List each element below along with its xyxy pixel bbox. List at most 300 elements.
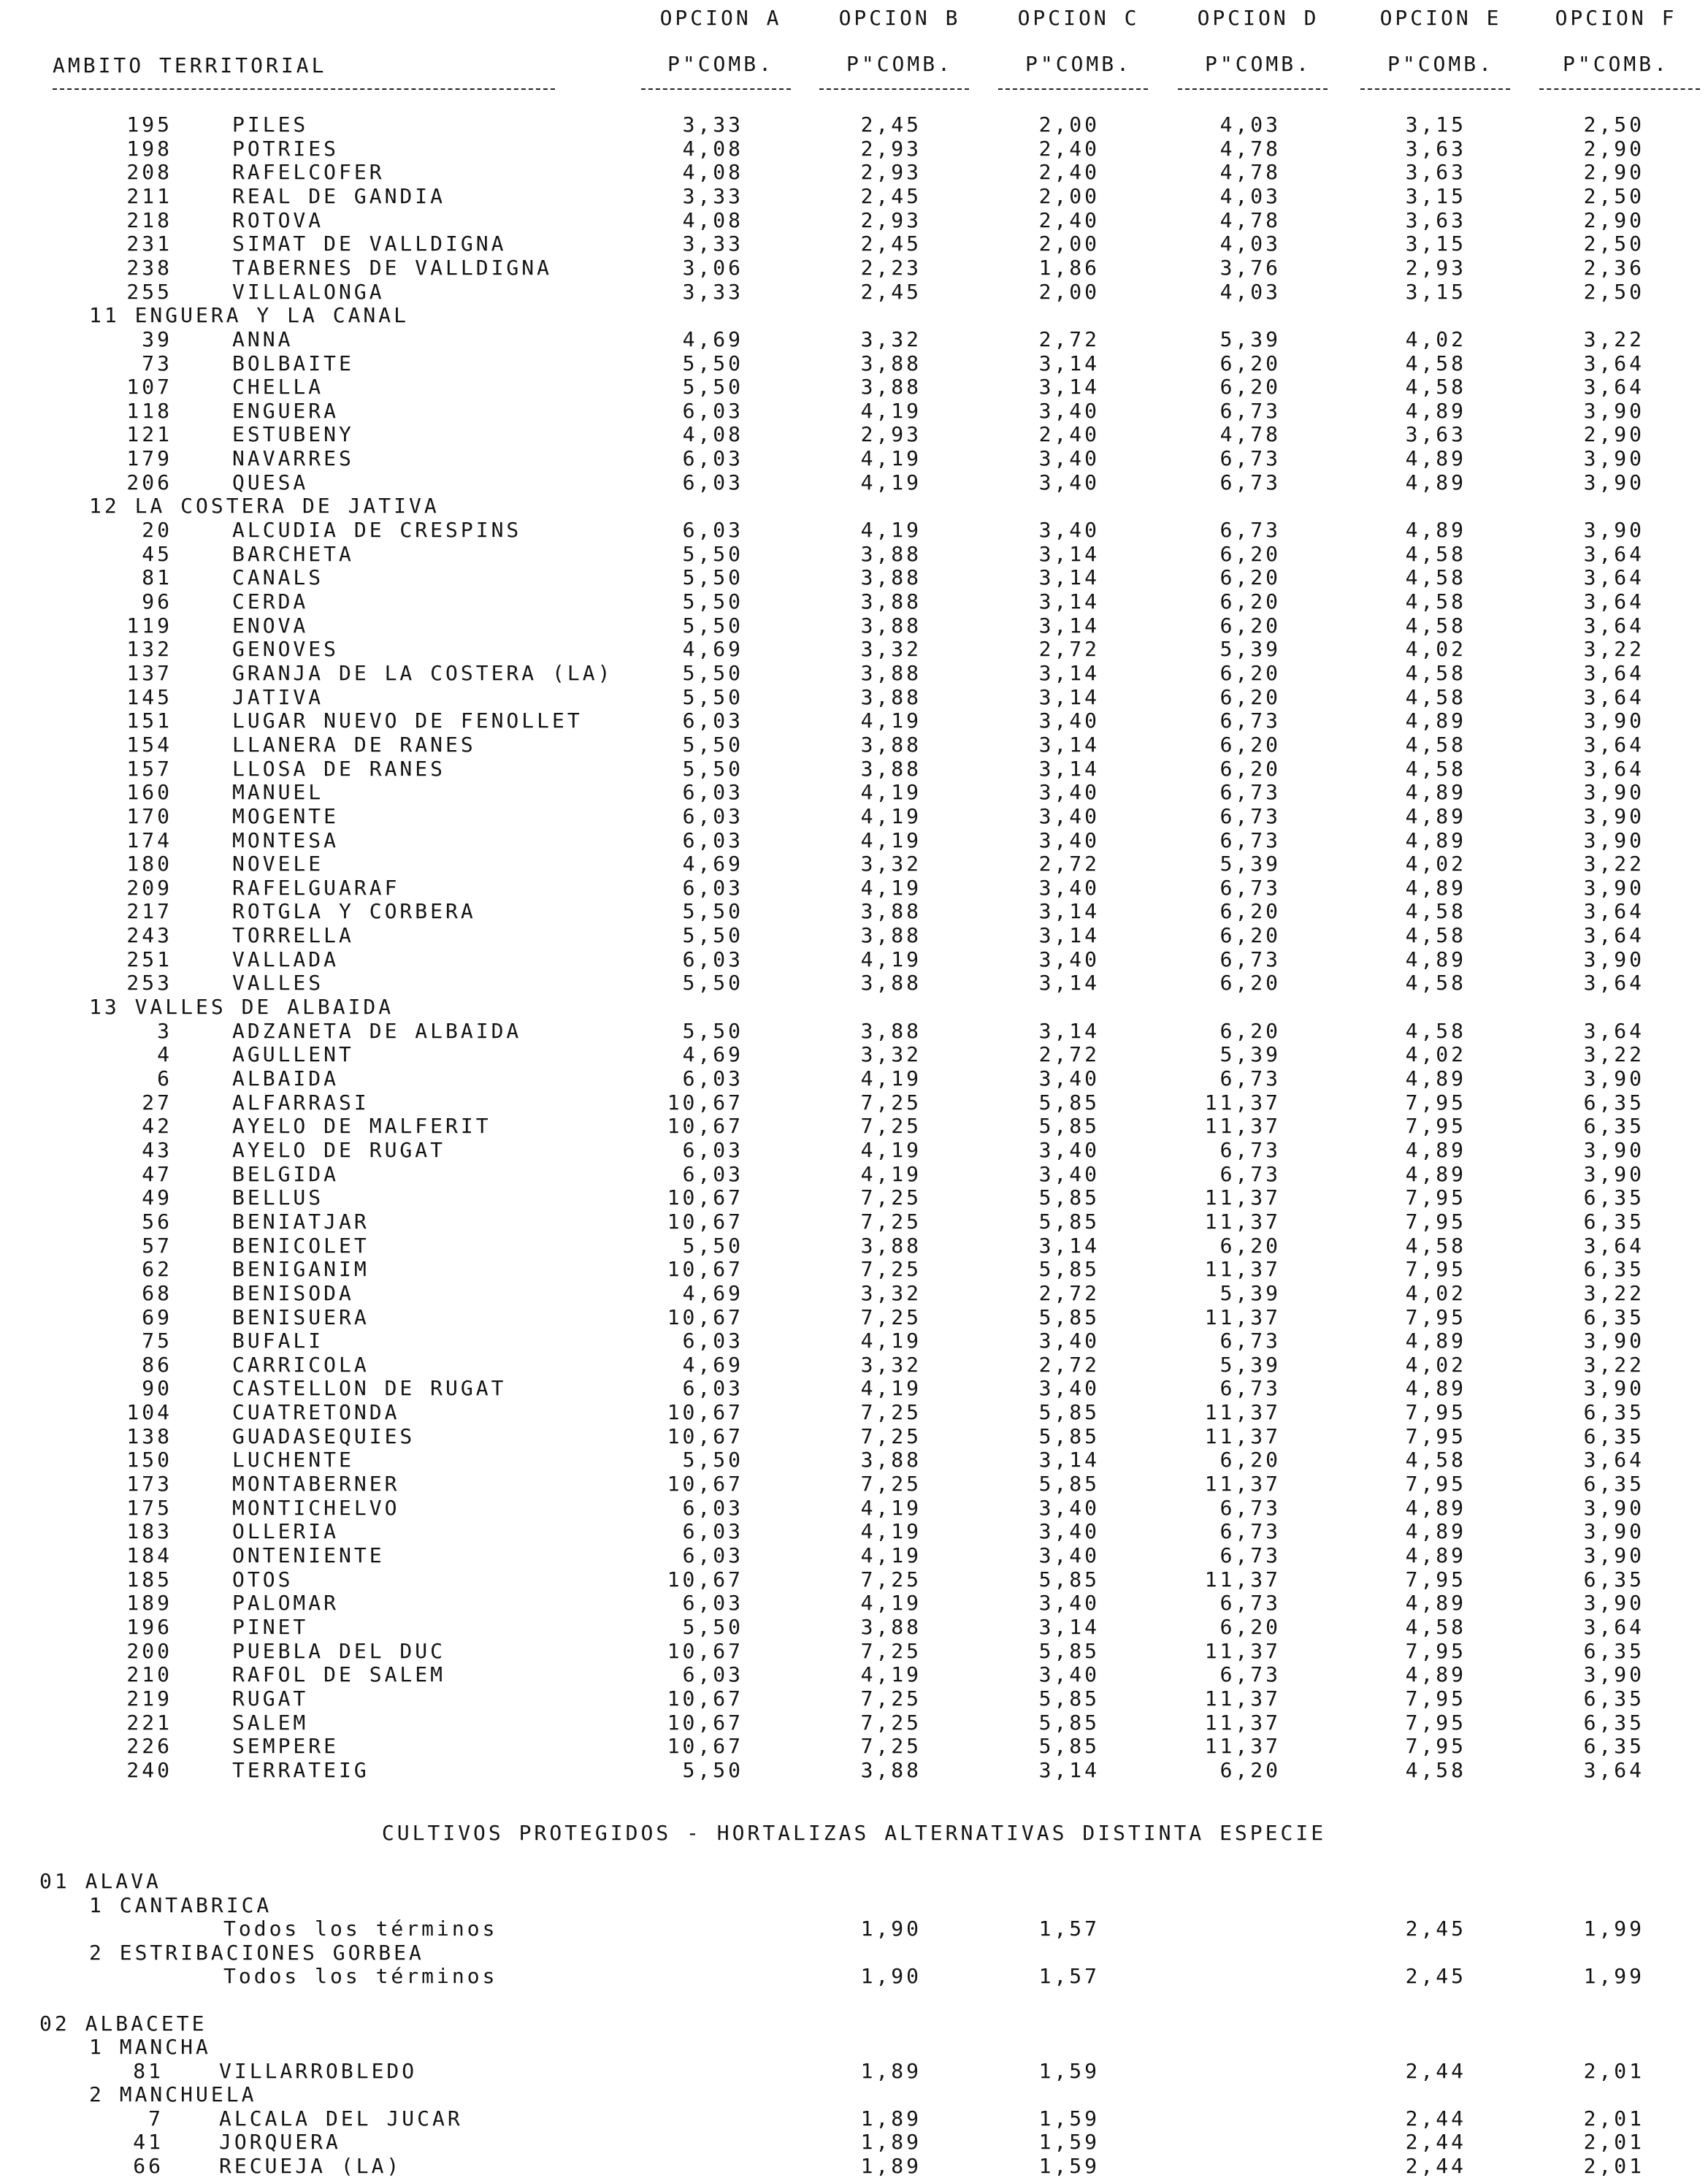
value-option-b: 3,88 <box>860 351 922 375</box>
municipality-code: 251 <box>126 947 172 971</box>
value-option-c: 3,14 <box>1038 1448 1100 1472</box>
value-option-f: 1,99 <box>1583 1964 1644 1988</box>
value-option-b: 3,32 <box>860 1280 922 1305</box>
value-option-a: 5,50 <box>682 589 743 614</box>
municipality-code: 157 <box>126 756 172 781</box>
municipality-name: ROTGLA Y CORBERA <box>232 899 476 924</box>
value-option-b: 3,32 <box>860 1042 922 1067</box>
municipality-name: MONTABERNER <box>232 1472 400 1497</box>
municipality-name: TORRELLA <box>232 923 354 948</box>
value-option-d: 11,37 <box>1204 1472 1281 1497</box>
municipality-name: BENIGANIM <box>232 1257 369 1282</box>
value-option-d: 11,37 <box>1204 1567 1281 1592</box>
municipality-code: 184 <box>126 1543 172 1567</box>
value-option-f: 3,64 <box>1583 541 1644 566</box>
option-a-sublabel: P"COMB. <box>667 52 774 76</box>
municipality-code: 221 <box>126 1710 172 1735</box>
value-option-f: 6,35 <box>1583 1400 1644 1425</box>
municipality-code: 75 <box>142 1329 172 1353</box>
value-option-c: 3,14 <box>1038 660 1100 685</box>
value-option-f: 6,35 <box>1583 1114 1644 1139</box>
value-option-a: 10,67 <box>667 1090 743 1115</box>
value-option-b: 7,25 <box>860 1090 922 1115</box>
value-option-e: 4,58 <box>1405 899 1466 924</box>
header-underline-ambito <box>53 88 555 90</box>
value-option-a: 6,03 <box>682 1495 743 1520</box>
header-underline-d <box>1178 88 1328 90</box>
value-option-b: 3,88 <box>860 613 922 638</box>
value-option-f: 2,50 <box>1583 183 1644 208</box>
value-option-f: 3,64 <box>1583 375 1644 400</box>
value-option-a: 4,69 <box>682 1352 743 1377</box>
value-option-b: 4,19 <box>860 398 922 423</box>
value-option-c: 1,57 <box>1038 1917 1100 1941</box>
value-option-b: 1,89 <box>860 2106 922 2131</box>
value-option-c: 5,85 <box>1038 1734 1100 1759</box>
value-option-a: 5,50 <box>682 351 743 375</box>
value-option-d: 11,37 <box>1204 1400 1281 1425</box>
value-option-c: 5,85 <box>1038 1686 1100 1711</box>
value-option-d: 6,20 <box>1219 660 1281 685</box>
value-option-b: 3,88 <box>860 899 922 924</box>
value-option-a: 10,67 <box>667 1638 743 1663</box>
municipality-name: MANUEL <box>232 780 324 805</box>
value-option-f: 3,22 <box>1583 1280 1644 1305</box>
value-option-e: 4,89 <box>1405 803 1466 828</box>
value-option-e: 3,15 <box>1405 279 1466 304</box>
municipality-name: BENISODA <box>232 1280 354 1305</box>
value-option-d: 4,03 <box>1219 183 1281 208</box>
value-option-f: 3,64 <box>1583 1614 1644 1639</box>
value-option-e: 4,02 <box>1405 1042 1466 1067</box>
municipality-code: 4 <box>157 1042 172 1067</box>
value-option-c: 3,40 <box>1038 1662 1100 1687</box>
municipality-code: 210 <box>126 1662 172 1687</box>
value-option-d: 6,20 <box>1219 732 1281 757</box>
value-option-c: 3,14 <box>1038 971 1100 996</box>
value-option-f: 6,35 <box>1583 1090 1644 1115</box>
value-option-b: 3,88 <box>860 660 922 685</box>
municipality-code: 219 <box>126 1686 172 1711</box>
value-option-c: 2,00 <box>1038 279 1100 304</box>
value-option-f: 3,90 <box>1583 398 1644 423</box>
value-option-e: 4,89 <box>1405 398 1466 423</box>
value-option-b: 4,19 <box>860 803 922 828</box>
value-option-a: 6,03 <box>682 803 743 828</box>
value-option-c: 3,40 <box>1038 803 1100 828</box>
value-option-f: 3,64 <box>1583 899 1644 924</box>
value-option-b: 7,25 <box>860 1209 922 1234</box>
municipality-name: SEMPERE <box>232 1734 340 1759</box>
value-option-d: 4,78 <box>1219 136 1281 161</box>
value-option-e: 7,95 <box>1405 1304 1466 1329</box>
municipality-code: 118 <box>126 398 172 423</box>
municipality-code: 3 <box>157 1018 172 1043</box>
value-option-e: 3,15 <box>1405 112 1466 137</box>
value-option-e: 4,58 <box>1405 684 1466 709</box>
value-option-b: 3,32 <box>860 852 922 876</box>
municipality-name: RAFOL DE SALEM <box>232 1662 446 1687</box>
value-option-c: 3,40 <box>1038 1066 1100 1090</box>
value-option-d: 6,20 <box>1219 589 1281 614</box>
value-option-b: 2,45 <box>860 112 922 137</box>
value-option-e: 7,95 <box>1405 1185 1466 1210</box>
municipality-name: OLLERIA <box>232 1519 340 1544</box>
value-option-f: 3,90 <box>1583 708 1644 733</box>
value-option-f: 3,90 <box>1583 518 1644 543</box>
value-option-e: 4,02 <box>1405 326 1466 351</box>
comarca-heading: 11 ENGUERA Y LA CANAL <box>89 303 410 328</box>
municipality-code: 6 <box>157 1066 172 1090</box>
municipality-name: BOLBAITE <box>232 351 354 375</box>
value-option-d: 6,20 <box>1219 613 1281 638</box>
value-option-d: 4,78 <box>1219 160 1281 185</box>
value-option-e: 7,95 <box>1405 1090 1466 1115</box>
value-option-b: 3,88 <box>860 756 922 781</box>
value-option-f: 3,90 <box>1583 1543 1644 1567</box>
value-option-d: 6,20 <box>1219 351 1281 375</box>
value-option-d: 5,39 <box>1219 637 1281 662</box>
value-option-c: 2,72 <box>1038 1280 1100 1305</box>
municipality-name: NAVARRES <box>232 446 354 471</box>
value-option-c: 3,14 <box>1038 351 1100 375</box>
value-option-f: 6,35 <box>1583 1638 1644 1663</box>
municipality-name: PALOMAR <box>232 1591 340 1616</box>
value-option-d: 6,73 <box>1219 470 1281 494</box>
value-option-a: 6,03 <box>682 1329 743 1353</box>
value-option-c: 3,40 <box>1038 947 1100 971</box>
municipality-name: ESTUBENY <box>232 422 354 447</box>
municipality-code: 150 <box>126 1448 172 1472</box>
value-option-c: 3,40 <box>1038 875 1100 900</box>
value-option-a: 4,69 <box>682 1280 743 1305</box>
province-heading: 01 ALAVA <box>39 1869 161 1893</box>
value-option-d: 11,37 <box>1204 1090 1281 1115</box>
value-option-c: 3,14 <box>1038 375 1100 400</box>
value-option-e: 4,58 <box>1405 541 1466 566</box>
value-option-d: 11,37 <box>1204 1424 1281 1448</box>
value-option-e: 4,89 <box>1405 1519 1466 1544</box>
value-option-f: 3,22 <box>1583 326 1644 351</box>
ambito-territorial-label: AMBITO TERRITORIAL <box>53 53 327 77</box>
value-option-c: 2,72 <box>1038 1352 1100 1377</box>
value-option-a: 6,03 <box>682 947 743 971</box>
section-title: CULTIVOS PROTEGIDOS - HORTALIZAS ALTERNATIVAS DISTINTA ESPECIE <box>381 1821 1327 1845</box>
value-option-e: 7,95 <box>1405 1209 1466 1234</box>
value-option-c: 5,85 <box>1038 1400 1100 1425</box>
value-option-a: 3,33 <box>682 112 743 137</box>
value-option-d: 6,73 <box>1219 1543 1281 1567</box>
municipality-name: CHELLA <box>232 375 324 400</box>
option-c-sublabel: P"COMB. <box>1025 52 1132 76</box>
value-option-c: 2,40 <box>1038 136 1100 161</box>
value-option-d: 11,37 <box>1204 1686 1281 1711</box>
value-option-c: 5,85 <box>1038 1472 1100 1497</box>
value-option-c: 3,14 <box>1038 613 1100 638</box>
value-option-b: 7,25 <box>860 1472 922 1497</box>
value-option-e: 2,44 <box>1405 2130 1466 2154</box>
municipality-code: 206 <box>126 470 172 494</box>
option-f-header: OPCION F <box>1555 6 1677 30</box>
value-option-c: 3,14 <box>1038 684 1100 709</box>
value-option-c: 1,86 <box>1038 255 1100 280</box>
value-option-b: 7,25 <box>860 1304 922 1329</box>
municipality-code: 231 <box>126 232 172 256</box>
value-option-e: 7,95 <box>1405 1257 1466 1282</box>
value-option-a: 3,33 <box>682 279 743 304</box>
value-option-f: 3,90 <box>1583 1519 1644 1544</box>
municipality-code: 62 <box>142 1257 172 1282</box>
value-option-d: 6,73 <box>1219 518 1281 543</box>
value-option-b: 7,25 <box>860 1400 922 1425</box>
value-option-a: 10,67 <box>667 1400 743 1425</box>
value-option-b: 1,90 <box>860 1917 922 1941</box>
municipality-code: 81 <box>142 565 172 590</box>
value-option-f: 3,64 <box>1583 1757 1644 1782</box>
value-option-d: 6,73 <box>1219 1495 1281 1520</box>
value-option-f: 6,35 <box>1583 1686 1644 1711</box>
value-option-a: 5,50 <box>682 923 743 948</box>
value-option-c: 1,59 <box>1038 2153 1100 2178</box>
municipality-code: 90 <box>142 1376 172 1401</box>
value-option-b: 7,25 <box>860 1710 922 1735</box>
value-option-e: 4,89 <box>1405 1662 1466 1687</box>
comarca-heading: 2 MANCHUELA <box>89 2082 257 2106</box>
municipality-name: ALCALA DEL JUCAR <box>219 2106 463 2131</box>
municipality-name: LLOSA DE RANES <box>232 756 446 781</box>
value-option-d: 6,20 <box>1219 375 1281 400</box>
value-option-f: 3,90 <box>1583 947 1644 971</box>
municipality-name: AYELO DE MALFERIT <box>232 1114 491 1139</box>
comarca-heading: 13 VALLES DE ALBAIDA <box>89 995 394 1020</box>
municipality-name: BELLUS <box>232 1185 324 1210</box>
value-option-a: 4,08 <box>682 136 743 161</box>
value-option-f: 3,90 <box>1583 1662 1644 1687</box>
value-option-e: 4,02 <box>1405 852 1466 876</box>
value-option-c: 3,40 <box>1038 1329 1100 1353</box>
header-underline-a <box>641 88 791 90</box>
value-option-a: 4,69 <box>682 637 743 662</box>
value-option-b: 3,88 <box>860 732 922 757</box>
option-e-header: OPCION E <box>1379 6 1502 30</box>
option-e-sublabel: P"COMB. <box>1387 52 1494 76</box>
value-option-f: 2,50 <box>1583 279 1644 304</box>
value-option-b: 7,25 <box>860 1567 922 1592</box>
value-option-c: 3,40 <box>1038 828 1100 852</box>
value-option-d: 6,20 <box>1219 899 1281 924</box>
all-terms-label: Todos los términos <box>223 1917 498 1941</box>
value-option-d: 6,73 <box>1219 1161 1281 1186</box>
value-option-b: 2,45 <box>860 279 922 304</box>
municipality-code: 81 <box>133 2058 164 2083</box>
municipality-name: BELGIDA <box>232 1161 340 1186</box>
municipality-code: 138 <box>126 1424 172 1448</box>
municipality-code: 211 <box>126 183 172 208</box>
municipality-code: 154 <box>126 732 172 757</box>
value-option-e: 4,89 <box>1405 947 1466 971</box>
value-option-d: 6,73 <box>1219 1329 1281 1353</box>
value-option-a: 10,67 <box>667 1710 743 1735</box>
value-option-e: 2,44 <box>1405 2058 1466 2083</box>
value-option-c: 3,40 <box>1038 708 1100 733</box>
value-option-e: 4,89 <box>1405 1591 1466 1616</box>
value-option-d: 6,20 <box>1219 1757 1281 1782</box>
value-option-d: 6,73 <box>1219 828 1281 852</box>
value-option-d: 11,37 <box>1204 1304 1281 1329</box>
value-option-f: 3,22 <box>1583 852 1644 876</box>
value-option-b: 4,19 <box>860 1519 922 1544</box>
value-option-a: 10,67 <box>667 1185 743 1210</box>
municipality-code: 56 <box>142 1209 172 1234</box>
value-option-a: 6,03 <box>682 1376 743 1401</box>
value-option-d: 11,37 <box>1204 1114 1281 1139</box>
value-option-e: 7,95 <box>1405 1114 1466 1139</box>
municipality-name: TERRATEIG <box>232 1757 369 1782</box>
value-option-b: 4,19 <box>860 708 922 733</box>
value-option-d: 6,73 <box>1219 708 1281 733</box>
value-option-b: 1,89 <box>860 2058 922 2083</box>
municipality-code: 238 <box>126 255 172 280</box>
value-option-f: 3,90 <box>1583 1329 1644 1353</box>
municipality-code: 170 <box>126 803 172 828</box>
value-option-c: 3,14 <box>1038 589 1100 614</box>
value-option-a: 6,03 <box>682 470 743 494</box>
value-option-a: 6,03 <box>682 1662 743 1687</box>
value-option-a: 6,03 <box>682 1519 743 1544</box>
value-option-b: 3,88 <box>860 1448 922 1472</box>
value-option-b: 4,19 <box>860 1329 922 1353</box>
value-option-b: 3,88 <box>860 375 922 400</box>
value-option-a: 4,69 <box>682 852 743 876</box>
municipality-code: 41 <box>133 2130 164 2154</box>
value-option-f: 3,64 <box>1583 613 1644 638</box>
value-option-b: 4,19 <box>860 470 922 494</box>
value-option-d: 11,37 <box>1204 1257 1281 1282</box>
value-option-f: 3,90 <box>1583 1137 1644 1162</box>
value-option-a: 3,06 <box>682 255 743 280</box>
value-option-d: 6,73 <box>1219 446 1281 471</box>
option-d-sublabel: P"COMB. <box>1204 52 1311 76</box>
municipality-code: 7 <box>148 2106 164 2131</box>
municipality-name: BENISUERA <box>232 1304 369 1329</box>
municipality-name: CASTELLON DE RUGAT <box>232 1376 507 1401</box>
value-option-e: 4,89 <box>1405 708 1466 733</box>
municipality-code: 69 <box>142 1304 172 1329</box>
value-option-e: 4,89 <box>1405 1066 1466 1090</box>
value-option-b: 1,90 <box>860 1964 922 1988</box>
value-option-b: 4,19 <box>860 446 922 471</box>
value-option-c: 3,40 <box>1038 1543 1100 1567</box>
value-option-c: 3,14 <box>1038 1233 1100 1258</box>
municipality-code: 243 <box>126 923 172 948</box>
value-option-f: 3,90 <box>1583 446 1644 471</box>
municipality-code: 57 <box>142 1233 172 1258</box>
value-option-a: 5,50 <box>682 660 743 685</box>
option-f-sublabel: P"COMB. <box>1562 52 1669 76</box>
value-option-d: 6,73 <box>1219 875 1281 900</box>
value-option-c: 3,40 <box>1038 398 1100 423</box>
value-option-a: 5,50 <box>682 1614 743 1639</box>
value-option-a: 6,03 <box>682 1137 743 1162</box>
value-option-f: 3,90 <box>1583 828 1644 852</box>
value-option-b: 3,88 <box>860 565 922 590</box>
municipality-code: 42 <box>142 1114 172 1139</box>
value-option-c: 5,85 <box>1038 1710 1100 1735</box>
value-option-d: 6,20 <box>1219 1614 1281 1639</box>
value-option-d: 11,37 <box>1204 1209 1281 1234</box>
value-option-d: 3,76 <box>1219 255 1281 280</box>
value-option-f: 3,90 <box>1583 1161 1644 1186</box>
value-option-b: 2,45 <box>860 232 922 256</box>
value-option-c: 2,00 <box>1038 183 1100 208</box>
value-option-b: 3,88 <box>860 923 922 948</box>
value-option-e: 3,63 <box>1405 207 1466 232</box>
value-option-c: 3,14 <box>1038 541 1100 566</box>
municipality-code: 180 <box>126 852 172 876</box>
municipality-name: ALBAIDA <box>232 1066 340 1090</box>
value-option-e: 7,95 <box>1405 1734 1466 1759</box>
value-option-f: 2,01 <box>1583 2153 1644 2178</box>
value-option-c: 1,59 <box>1038 2130 1100 2154</box>
value-option-e: 4,58 <box>1405 732 1466 757</box>
value-option-c: 2,40 <box>1038 160 1100 185</box>
municipality-name: SALEM <box>232 1710 309 1735</box>
municipality-code: 175 <box>126 1495 172 1520</box>
municipality-name: RAFELCOFER <box>232 160 385 185</box>
municipality-code: 132 <box>126 637 172 662</box>
value-option-d: 6,73 <box>1219 1591 1281 1616</box>
value-option-c: 5,85 <box>1038 1638 1100 1663</box>
value-option-e: 7,95 <box>1405 1686 1466 1711</box>
value-option-a: 10,67 <box>667 1257 743 1282</box>
value-option-a: 6,03 <box>682 518 743 543</box>
value-option-c: 1,59 <box>1038 2106 1100 2131</box>
value-option-d: 6,73 <box>1219 1519 1281 1544</box>
municipality-name: VILLARROBLEDO <box>219 2058 418 2083</box>
header-underline-e <box>1360 88 1510 90</box>
value-option-a: 6,03 <box>682 1161 743 1186</box>
value-option-f: 2,01 <box>1583 2106 1644 2131</box>
value-option-f: 2,90 <box>1583 160 1644 185</box>
value-option-e: 4,89 <box>1405 1543 1466 1567</box>
municipality-code: 255 <box>126 279 172 304</box>
municipality-name: NOVELE <box>232 852 324 876</box>
value-option-a: 10,67 <box>667 1567 743 1592</box>
value-option-e: 4,58 <box>1405 589 1466 614</box>
value-option-e: 4,89 <box>1405 1495 1466 1520</box>
value-option-a: 5,50 <box>682 1448 743 1472</box>
value-option-e: 2,44 <box>1405 2106 1466 2131</box>
value-option-f: 6,35 <box>1583 1304 1644 1329</box>
value-option-d: 5,39 <box>1219 1042 1281 1067</box>
value-option-b: 3,32 <box>860 1352 922 1377</box>
value-option-c: 5,85 <box>1038 1209 1100 1234</box>
value-option-e: 4,89 <box>1405 828 1466 852</box>
value-option-f: 2,90 <box>1583 136 1644 161</box>
value-option-f: 3,90 <box>1583 803 1644 828</box>
value-option-e: 4,89 <box>1405 1161 1466 1186</box>
value-option-e: 4,58 <box>1405 1614 1466 1639</box>
value-option-d: 4,78 <box>1219 207 1281 232</box>
value-option-a: 6,03 <box>682 1591 743 1616</box>
value-option-f: 3,90 <box>1583 1066 1644 1090</box>
value-option-e: 3,63 <box>1405 136 1466 161</box>
value-option-b: 4,19 <box>860 828 922 852</box>
municipality-code: 183 <box>126 1519 172 1544</box>
value-option-c: 3,40 <box>1038 446 1100 471</box>
value-option-f: 3,22 <box>1583 1042 1644 1067</box>
municipality-name: LUCHENTE <box>232 1448 354 1472</box>
